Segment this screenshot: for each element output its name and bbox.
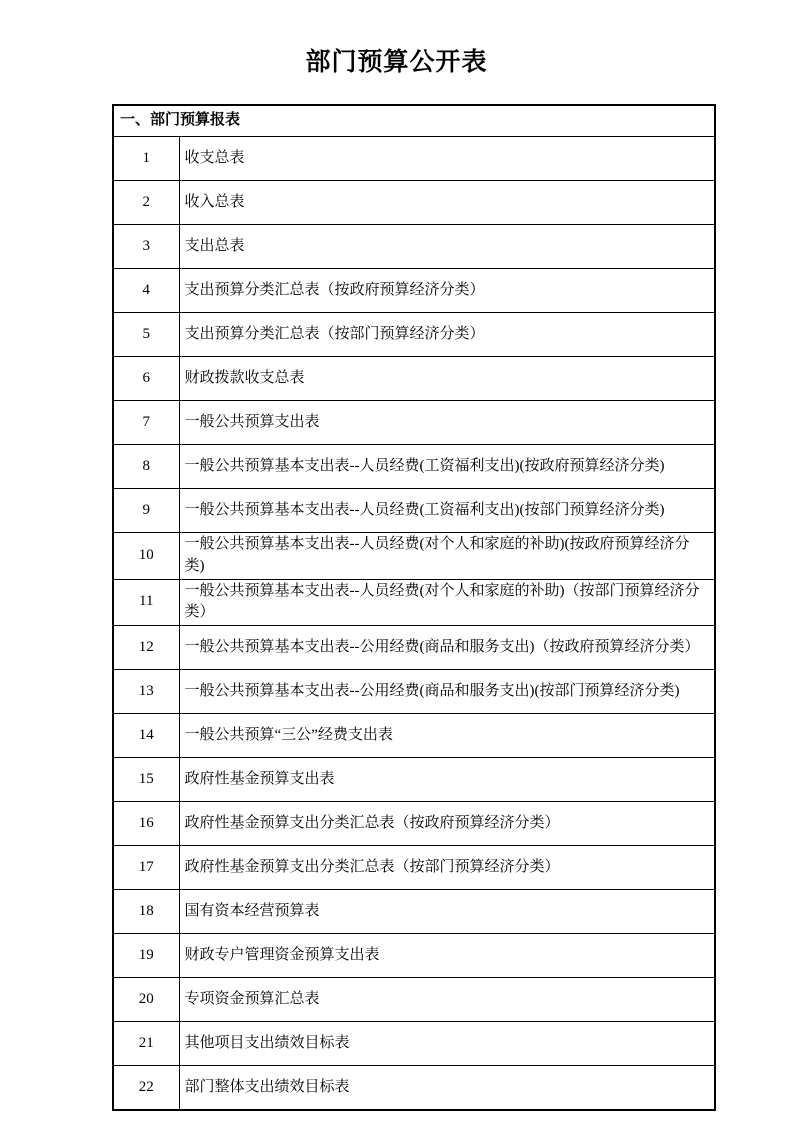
- table-row: [113, 978, 715, 1022]
- row-label: 一般公共预算基本支出表--人员经费(工资福利支出)(按政府预算经济分类): [179, 445, 715, 489]
- row-label: 一般公共预算基本支出表--人员经费(对个人和家庭的补助)(按政府预算经济分类): [179, 533, 715, 580]
- row-label: 其他项目支出绩效目标表: [179, 1022, 715, 1066]
- row-number: 13: [113, 670, 179, 714]
- section-header-row: [113, 105, 715, 137]
- row-number: 22: [113, 1066, 179, 1111]
- table-row: [113, 670, 715, 714]
- page-title: 部门预算公开表: [305, 49, 488, 76]
- row-label: 财政拨款收支总表: [179, 357, 715, 401]
- row-label: 政府性基金预算支出表: [179, 758, 715, 802]
- row-number: 7: [113, 401, 179, 445]
- row-number: 11: [113, 579, 179, 626]
- row-label: 一般公共预算“三公”经费支出表: [179, 714, 715, 758]
- row-label: 收支总表: [179, 137, 715, 181]
- row-label: 专项资金预算汇总表: [179, 978, 715, 1022]
- table-row: [113, 846, 715, 890]
- table-row: [113, 890, 715, 934]
- row-label: 财政专户管理资金预算支出表: [179, 934, 715, 978]
- row-number: 6: [113, 357, 179, 401]
- section-header-label: 一、部门预算报表: [113, 105, 715, 137]
- report-table-body: [113, 105, 715, 1110]
- table-row: [113, 401, 715, 445]
- row-number: 3: [113, 225, 179, 269]
- table-row: [113, 934, 715, 978]
- row-number: 21: [113, 1022, 179, 1066]
- table-row: [113, 313, 715, 357]
- row-number: 15: [113, 758, 179, 802]
- row-label: 一般公共预算基本支出表--人员经费(工资福利支出)(按部门预算经济分类): [179, 489, 715, 533]
- row-label: 国有资本经营预算表: [179, 890, 715, 934]
- row-number: 8: [113, 445, 179, 489]
- row-number: 9: [113, 489, 179, 533]
- table-row: [113, 357, 715, 401]
- table-row: [113, 1066, 715, 1111]
- row-number: 12: [113, 626, 179, 670]
- row-number: 4: [113, 269, 179, 313]
- table-row: [113, 445, 715, 489]
- row-label: 支出预算分类汇总表（按部门预算经济分类）: [179, 313, 715, 357]
- table-row: [113, 225, 715, 269]
- row-number: 1: [113, 137, 179, 181]
- budget-report-table: [112, 104, 716, 1111]
- row-number: 17: [113, 846, 179, 890]
- row-number: 19: [113, 934, 179, 978]
- table-row: [113, 579, 715, 626]
- table-row: [113, 137, 715, 181]
- row-number: 2: [113, 181, 179, 225]
- table-row: [113, 269, 715, 313]
- row-number: 5: [113, 313, 179, 357]
- row-number: 20: [113, 978, 179, 1022]
- table-row: [113, 489, 715, 533]
- table-row: [113, 626, 715, 670]
- table-row: [113, 1022, 715, 1066]
- row-label: 一般公共预算支出表: [179, 401, 715, 445]
- row-label: 一般公共预算基本支出表--人员经费(对个人和家庭的补助)（按部门预算经济分类）: [179, 579, 715, 626]
- row-label: 支出总表: [179, 225, 715, 269]
- table-row: [113, 714, 715, 758]
- table-row: [113, 758, 715, 802]
- row-label: 政府性基金预算支出分类汇总表（按部门预算经济分类）: [179, 846, 715, 890]
- row-number: 18: [113, 890, 179, 934]
- row-label: 一般公共预算基本支出表--公用经费(商品和服务支出)(按部门预算经济分类): [179, 670, 715, 714]
- row-label: 收入总表: [179, 181, 715, 225]
- row-label: 一般公共预算基本支出表--公用经费(商品和服务支出)（按政府预算经济分类）: [179, 626, 715, 670]
- row-number: 16: [113, 802, 179, 846]
- row-number: 14: [113, 714, 179, 758]
- row-number: 10: [113, 533, 179, 580]
- row-label: 政府性基金预算支出分类汇总表（按政府预算经济分类）: [179, 802, 715, 846]
- table-row: [113, 181, 715, 225]
- row-label: 部门整体支出绩效目标表: [179, 1066, 715, 1111]
- table-row: [113, 533, 715, 580]
- table-row: [113, 802, 715, 846]
- row-label: 支出预算分类汇总表（按政府预算经济分类）: [179, 269, 715, 313]
